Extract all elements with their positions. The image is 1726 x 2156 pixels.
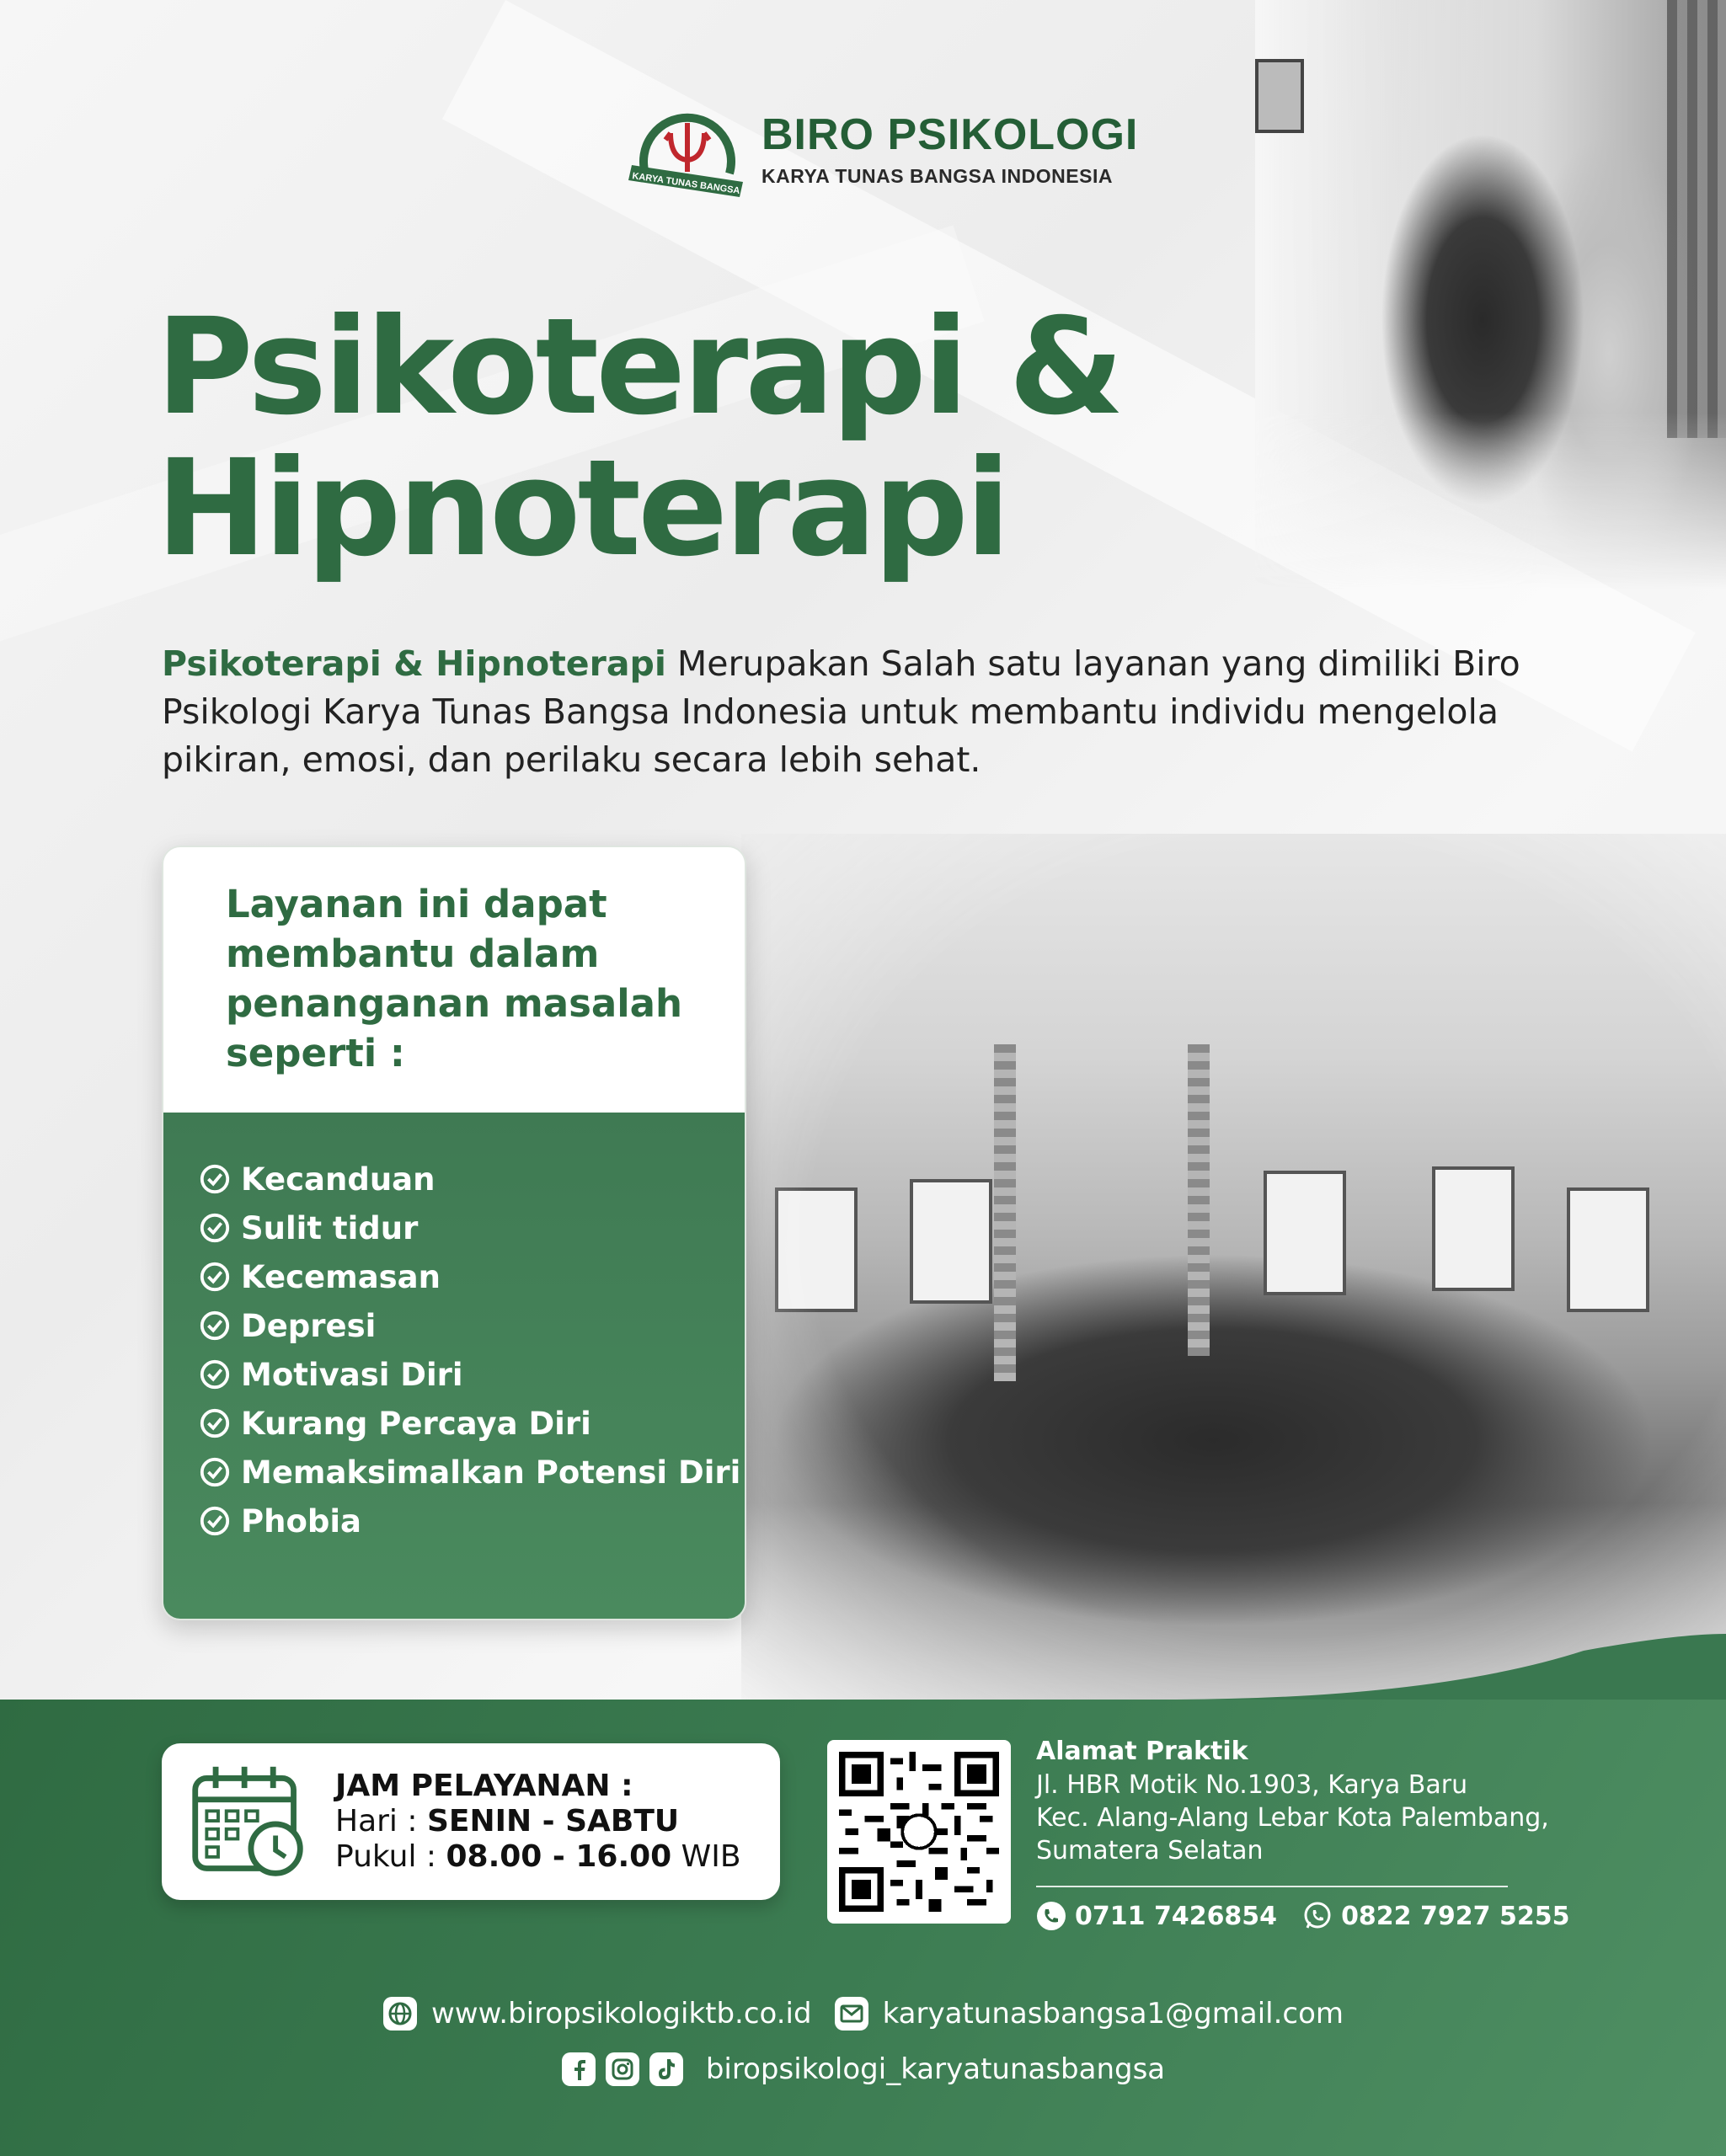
service-label: Motivasi Diri — [241, 1356, 463, 1393]
service-label: Kecanduan — [241, 1161, 436, 1198]
whatsapp-qr-code[interactable] — [827, 1740, 1011, 1924]
brand-logo — [628, 99, 1138, 200]
check-circle-icon — [199, 1310, 231, 1342]
address-line: Jl. HBR Motik No.1903, Karya Baru — [1036, 1770, 1468, 1800]
window — [1432, 1166, 1515, 1291]
services-card — [162, 846, 746, 1620]
page-title — [156, 290, 1121, 586]
social-row — [0, 2052, 1726, 2087]
service-label: Kurang Percaya Diri — [241, 1405, 591, 1442]
intro-highlight: Psikoterapi & Hipnoterapi — [162, 643, 666, 684]
logo-emblem — [628, 99, 746, 200]
check-circle-icon — [199, 1212, 231, 1244]
service-item — [199, 1252, 745, 1301]
curtain — [1667, 0, 1726, 438]
service-label: Phobia — [241, 1502, 362, 1540]
phone-numbers — [1036, 1901, 1569, 1931]
hours-days — [335, 1804, 741, 1839]
social-handle: biropsikologi_karyatunasbangsa — [705, 2052, 1166, 2086]
mail-icon — [834, 1996, 869, 2031]
brand-title: BIRO PSIKOLOGI — [761, 109, 1139, 159]
contact-row — [0, 1996, 1726, 2031]
check-circle-icon — [199, 1505, 231, 1537]
window — [910, 1179, 992, 1304]
qr-code — [839, 1752, 999, 1912]
service-item — [199, 1399, 745, 1448]
check-circle-icon — [199, 1456, 231, 1488]
services-heading-line: penanganan masalah — [226, 981, 683, 1026]
check-circle-icon — [199, 1407, 231, 1439]
service-label: Kecemasan — [241, 1258, 441, 1295]
service-item — [199, 1350, 745, 1399]
pillar — [994, 1044, 1016, 1381]
check-circle-icon — [199, 1163, 231, 1195]
email-text: karyatunasbangsa1@gmail.com — [882, 1997, 1344, 2031]
time-value: 08.00 - 16.00 — [446, 1839, 672, 1874]
intro-paragraph — [162, 640, 1594, 784]
whatsapp-link[interactable] — [1302, 1901, 1569, 1931]
hours-text — [335, 1769, 741, 1875]
intro-text: Merupakan Salah satu layanan yang dimiliki Biro Psikologi Karya Tunas Bangsa Indonesia untuk membantu individu mengelola pikiran, emosi, dan perilaku secara lebih sehat. — [162, 643, 1520, 780]
globe-icon — [382, 1996, 418, 2031]
logo-ribbon-text: KARYA TUNAS BANGSA — [631, 171, 741, 196]
days-value: SENIN - SABTU — [426, 1804, 680, 1838]
hours-title: JAM PELAYANAN : — [335, 1769, 633, 1803]
window — [775, 1187, 858, 1312]
time-zone: WIB — [671, 1839, 741, 1874]
service-item — [199, 1497, 745, 1545]
services-card-header — [163, 847, 745, 1113]
group-hypnotherapy-photo — [741, 834, 1726, 1726]
tiktok-icon[interactable] — [649, 2052, 684, 2087]
service-item — [199, 1155, 745, 1203]
address-line: Sumatera Selatan — [1036, 1836, 1264, 1865]
phone-icon — [1036, 1901, 1066, 1931]
website-text: www.biropsikologiktb.co.id — [430, 1997, 812, 2031]
brand-subtitle: KARYA TUNAS BANGSA INDONESIA — [761, 164, 1113, 187]
check-circle-icon — [199, 1358, 231, 1390]
service-hours-card — [162, 1743, 780, 1900]
time-label: Pukul : — [335, 1839, 446, 1874]
therapy-session-photo — [1255, 0, 1726, 590]
address-line: Kec. Alang-Alang Lebar Kota Palembang, — [1036, 1803, 1549, 1833]
days-label: Hari : — [335, 1804, 427, 1838]
services-heading-line: Layanan ini dapat — [226, 882, 607, 926]
website-link[interactable] — [382, 1996, 812, 2031]
window — [1264, 1171, 1346, 1295]
service-item — [199, 1203, 745, 1252]
whatsapp-number: 0822 7927 5255 — [1341, 1901, 1570, 1931]
services-list — [163, 1113, 745, 1619]
address-heading: Alamat Praktik — [1036, 1737, 1248, 1766]
phone-link[interactable] — [1036, 1901, 1277, 1931]
title-line-2: Hipnoterapi — [156, 431, 1008, 586]
pillar — [1188, 1044, 1210, 1356]
wall-frame — [1255, 59, 1304, 133]
phone-number: 0711 7426854 — [1075, 1901, 1278, 1931]
service-label: Sulit tidur — [241, 1209, 419, 1246]
services-heading-line: membantu dalam — [226, 931, 600, 976]
services-heading-line: seperti : — [226, 1031, 405, 1075]
social-links — [561, 2052, 684, 2087]
instagram-icon[interactable] — [605, 2052, 640, 2087]
service-item — [199, 1301, 745, 1350]
divider — [1036, 1886, 1508, 1887]
window — [1567, 1187, 1649, 1312]
check-circle-icon — [199, 1261, 231, 1293]
address-block — [1036, 1735, 1569, 1931]
facebook-icon[interactable] — [561, 2052, 596, 2087]
whatsapp-icon — [1302, 1901, 1333, 1931]
service-label: Depresi — [241, 1307, 377, 1344]
email-link[interactable] — [834, 1996, 1344, 2031]
calendar-clock-icon — [187, 1760, 310, 1883]
title-line-1: Psikoterapi & — [156, 290, 1121, 445]
service-item — [199, 1448, 745, 1497]
service-label: Memaksimalkan Potensi Diri — [241, 1454, 741, 1491]
hours-time — [335, 1839, 741, 1875]
